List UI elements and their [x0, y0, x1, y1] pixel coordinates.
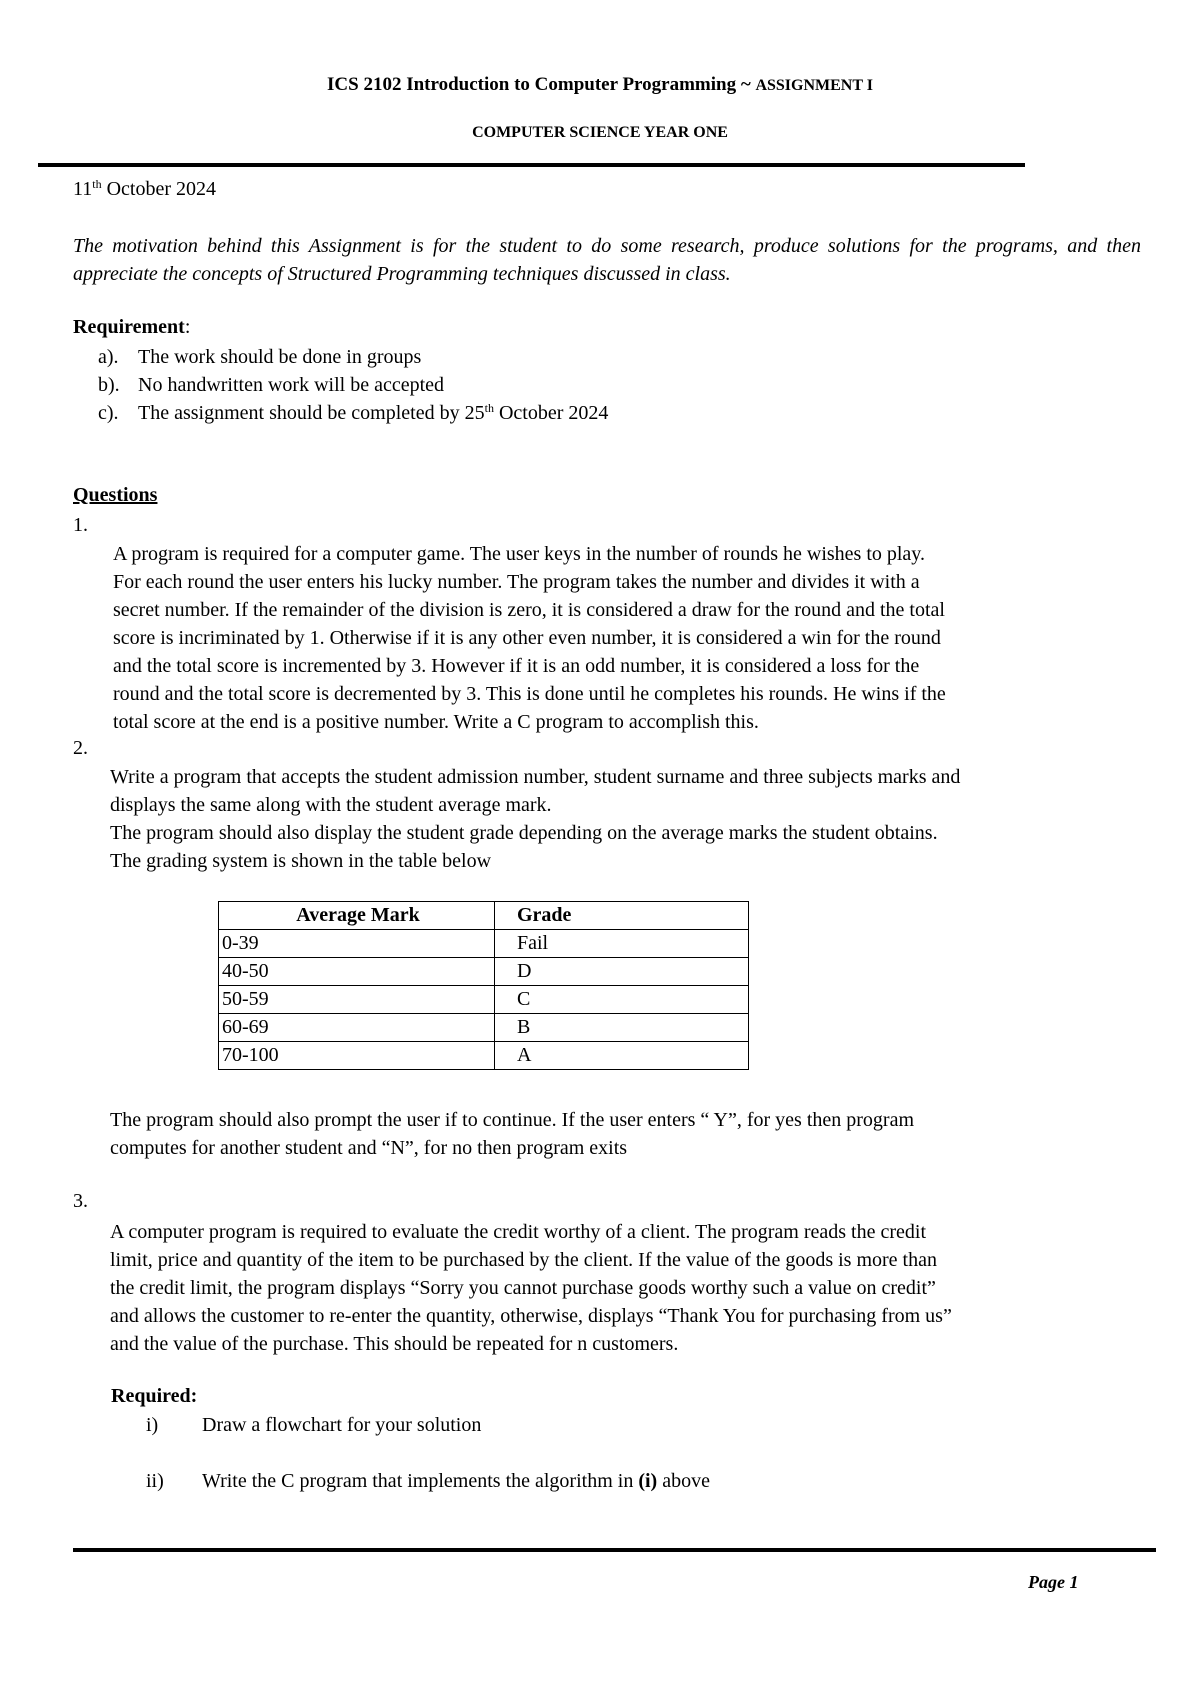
- document-date: 11th October 2024: [73, 177, 217, 200]
- document-subtitle: COMPUTER SCIENCE YEAR ONE: [472, 124, 728, 141]
- table-row: [219, 930, 749, 958]
- title-assignment: ASSIGNMENT I: [755, 77, 873, 94]
- question-1-text: A program is required for a computer game. The user keys in the number of rounds he wishes to play. For each round the user enters his lucky number. The program takes the number and divides it with a secret number. If the remainder of the division is zero, it is considered a draw for the round and the total score is incriminated by 1. Otherwise if it is any other even number, it is considered a win for the round and the total score is incremented by 3. However if it is an odd number, it is considered a loss for the round and the total score is decremented by 3. This is done until he completes his rounds. He wins if the total score at the end is a positive number. Write a C program to accomplish this.: [113, 543, 946, 733]
- motivation-paragraph: The motivation behind this Assignment is for the student to do some research, produce solutions for the programs, and then appreciate the concepts of Structured Programming techniques discussed in class.: [73, 235, 1141, 285]
- header-divider: [38, 163, 1025, 167]
- table-cell: 50-59: [219, 986, 495, 1014]
- requirement-item: a). The work should be done in groups: [98, 346, 422, 368]
- requirement-item: c). The assignment should be completed by 25th October 2024: [98, 401, 609, 424]
- table-header-row: [219, 902, 749, 930]
- column-header-average-mark: Average Mark: [219, 902, 495, 930]
- table-cell: A: [495, 1042, 749, 1070]
- question-3-number: 3.: [73, 1190, 88, 1212]
- footer-divider: [73, 1548, 1156, 1552]
- requirement-item: b). No handwritten work will be accepted: [98, 374, 445, 396]
- question-2-text: Write a program that accepts the student admission number, student surname and three subjects marks and displays the same along with the student average mark. The program should also display the student grade depending on the average marks the student obtains. The grading system is shown in the table below: [110, 766, 961, 872]
- grading-table: [218, 901, 749, 1070]
- question-2-number: 2.: [73, 737, 88, 759]
- table-cell: Fail: [495, 930, 749, 958]
- document-title: [0, 74, 1200, 96]
- table-cell: 40-50: [219, 958, 495, 986]
- table-row: [219, 986, 749, 1014]
- table-cell: 0-39: [219, 930, 495, 958]
- table-cell: C: [495, 986, 749, 1014]
- table-cell: D: [495, 958, 749, 986]
- column-header-grade: Grade: [495, 902, 749, 930]
- required-item: ii) Write the C program that implements the algorithm in (i) above: [146, 1470, 710, 1492]
- table-row: [219, 958, 749, 986]
- requirement-heading: Requirement:: [73, 316, 191, 338]
- table-cell: B: [495, 1014, 749, 1042]
- questions-heading: Questions: [73, 484, 158, 506]
- title-main: ICS 2102 Introduction to Computer Programming ~: [327, 74, 756, 95]
- question-1-number: 1.: [73, 514, 88, 536]
- table-cell: 70-100: [219, 1042, 495, 1070]
- table-row: [219, 1042, 749, 1070]
- page-number: Page 1: [1028, 1572, 1079, 1592]
- question-3-required-heading: Required:: [111, 1385, 198, 1407]
- table-cell: 60-69: [219, 1014, 495, 1042]
- table-row: [219, 1014, 749, 1042]
- question-2-continue-text: The program should also prompt the user if to continue. If the user enters “ Y”, for yes then program computes for another student and “N”, for no then program exits: [110, 1109, 915, 1159]
- question-3-text: A computer program is required to evaluate the credit worthy of a client. The program reads the credit limit, price and quantity of the item to be purchased by the client. If the value of the goods is more than the credit limit, the program displays “Sorry you cannot purchase goods worthy such a value on credit” and allows the customer to re-enter the quantity, otherwise, displays “Thank You for purchasing from us” and the value of the purchase. This should be repeated for n customers.: [110, 1221, 952, 1355]
- required-item: i) Draw a flowchart for your solution: [146, 1414, 482, 1436]
